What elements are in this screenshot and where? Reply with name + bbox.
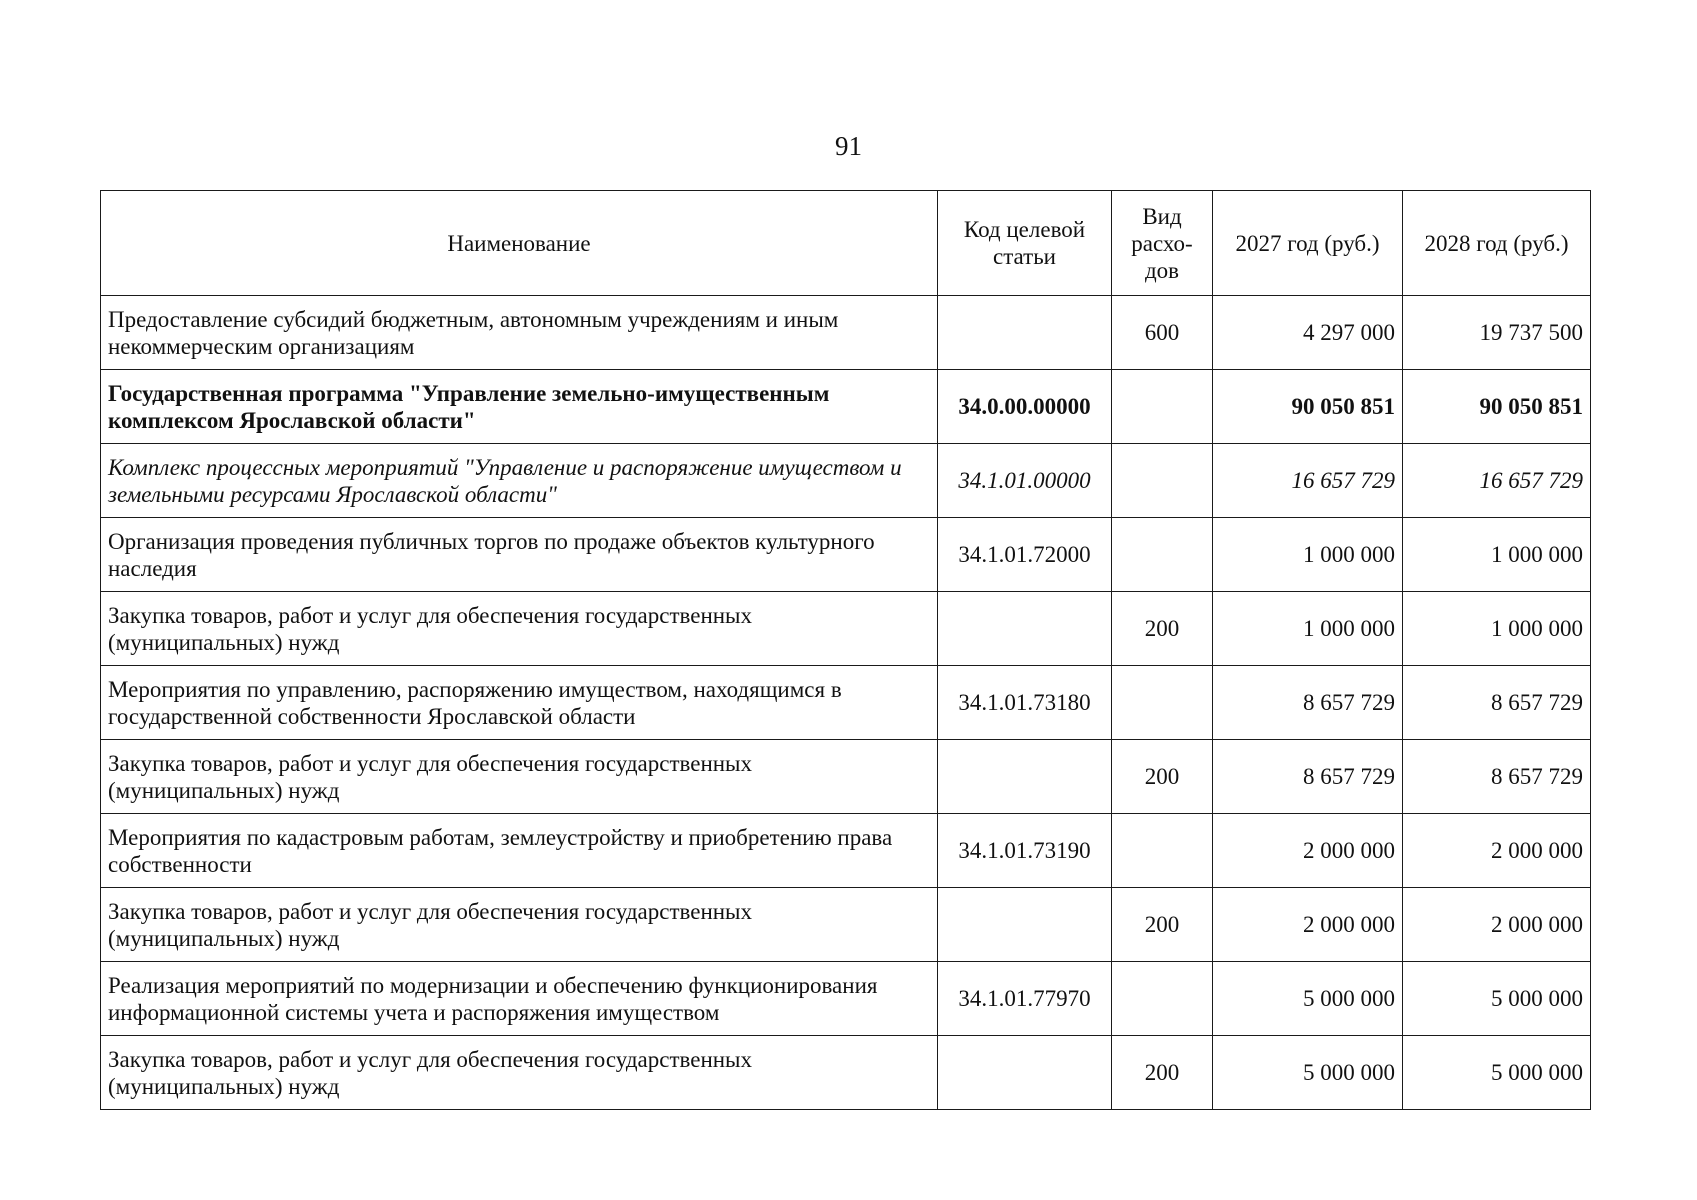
row-code: 34.1.01.77970 [938, 962, 1112, 1036]
row-name: Реализация мероприятий по модернизации и обеспечению функционирования информационной системы учета и распоряжения имуществом [101, 962, 938, 1036]
row-2027: 2 000 000 [1213, 814, 1403, 888]
row-vid: 200 [1112, 592, 1213, 666]
row-2027: 1 000 000 [1213, 592, 1403, 666]
row-name: Закупка товаров, работ и услуг для обеспечения государственных (муниципальных) нужд [101, 740, 938, 814]
table-row [101, 592, 1591, 666]
row-vid [1112, 370, 1213, 444]
row-2028: 8 657 729 [1403, 666, 1591, 740]
row-2027: 5 000 000 [1213, 1036, 1403, 1110]
row-2028: 8 657 729 [1403, 740, 1591, 814]
header-2028: 2028 год (руб.) [1403, 191, 1591, 296]
row-vid: 600 [1112, 296, 1213, 370]
row-code [938, 888, 1112, 962]
row-name: Мероприятия по кадастровым работам, землеустройству и приобретению права собственности [101, 814, 938, 888]
row-2028: 5 000 000 [1403, 1036, 1591, 1110]
row-2027: 8 657 729 [1213, 666, 1403, 740]
row-vid [1112, 962, 1213, 1036]
budget-table [100, 190, 1591, 1110]
header-2027: 2027 год (руб.) [1213, 191, 1403, 296]
row-2028: 2 000 000 [1403, 814, 1591, 888]
row-2028: 16 657 729 [1403, 444, 1591, 518]
row-code [938, 740, 1112, 814]
row-2028: 5 000 000 [1403, 962, 1591, 1036]
row-vid: 200 [1112, 888, 1213, 962]
table-row [101, 962, 1591, 1036]
table-row [101, 518, 1591, 592]
row-2027: 8 657 729 [1213, 740, 1403, 814]
row-2028: 19 737 500 [1403, 296, 1591, 370]
row-code: 34.1.01.73190 [938, 814, 1112, 888]
table-row [101, 1036, 1591, 1110]
row-2027: 1 000 000 [1213, 518, 1403, 592]
row-name: Закупка товаров, работ и услуг для обеспечения государственных (муниципальных) нужд [101, 1036, 938, 1110]
row-name: Предоставление субсидий бюджетным, автономным учреждениям и иным некоммерческим организациям [101, 296, 938, 370]
row-code: 34.1.01.00000 [938, 444, 1112, 518]
row-2028: 2 000 000 [1403, 888, 1591, 962]
row-vid: 200 [1112, 1036, 1213, 1110]
row-name: Комплекс процессных мероприятий "Управление и распоряжение имуществом и земельными ресурсами Ярославской области" [101, 444, 938, 518]
row-name: Мероприятия по управлению, распоряжению имуществом, находящимся в государственной собственности Ярославской области [101, 666, 938, 740]
row-vid [1112, 814, 1213, 888]
table-row-program [101, 370, 1591, 444]
table-row [101, 296, 1591, 370]
row-code: 34.1.01.73180 [938, 666, 1112, 740]
row-code [938, 296, 1112, 370]
header-code: Код целевой статьи [938, 191, 1112, 296]
row-vid: 200 [1112, 740, 1213, 814]
row-code [938, 1036, 1112, 1110]
header-vid: Вид расхо-дов [1112, 191, 1213, 296]
row-2028: 90 050 851 [1403, 370, 1591, 444]
page-number: 91 [835, 131, 862, 161]
row-2027: 2 000 000 [1213, 888, 1403, 962]
row-vid [1112, 666, 1213, 740]
table-row [101, 740, 1591, 814]
row-2028: 1 000 000 [1403, 592, 1591, 666]
row-name: Государственная программа "Управление земельно-имущественным комплексом Ярославской области" [101, 370, 938, 444]
row-name: Закупка товаров, работ и услуг для обеспечения государственных (муниципальных) нужд [101, 888, 938, 962]
row-name: Организация проведения публичных торгов по продаже объектов культурного наследия [101, 518, 938, 592]
row-2027: 90 050 851 [1213, 370, 1403, 444]
header-row [101, 191, 1591, 296]
table-row [101, 666, 1591, 740]
row-code: 34.1.01.72000 [938, 518, 1112, 592]
table-row [101, 888, 1591, 962]
row-vid [1112, 518, 1213, 592]
row-code: 34.0.00.00000 [938, 370, 1112, 444]
row-code [938, 592, 1112, 666]
table-row [101, 814, 1591, 888]
table-row-complex [101, 444, 1591, 518]
row-2028: 1 000 000 [1403, 518, 1591, 592]
row-2027: 4 297 000 [1213, 296, 1403, 370]
row-2027: 16 657 729 [1213, 444, 1403, 518]
row-name: Закупка товаров, работ и услуг для обеспечения государственных (муниципальных) нужд [101, 592, 938, 666]
header-name: Наименование [101, 191, 938, 296]
row-2027: 5 000 000 [1213, 962, 1403, 1036]
row-vid [1112, 444, 1213, 518]
